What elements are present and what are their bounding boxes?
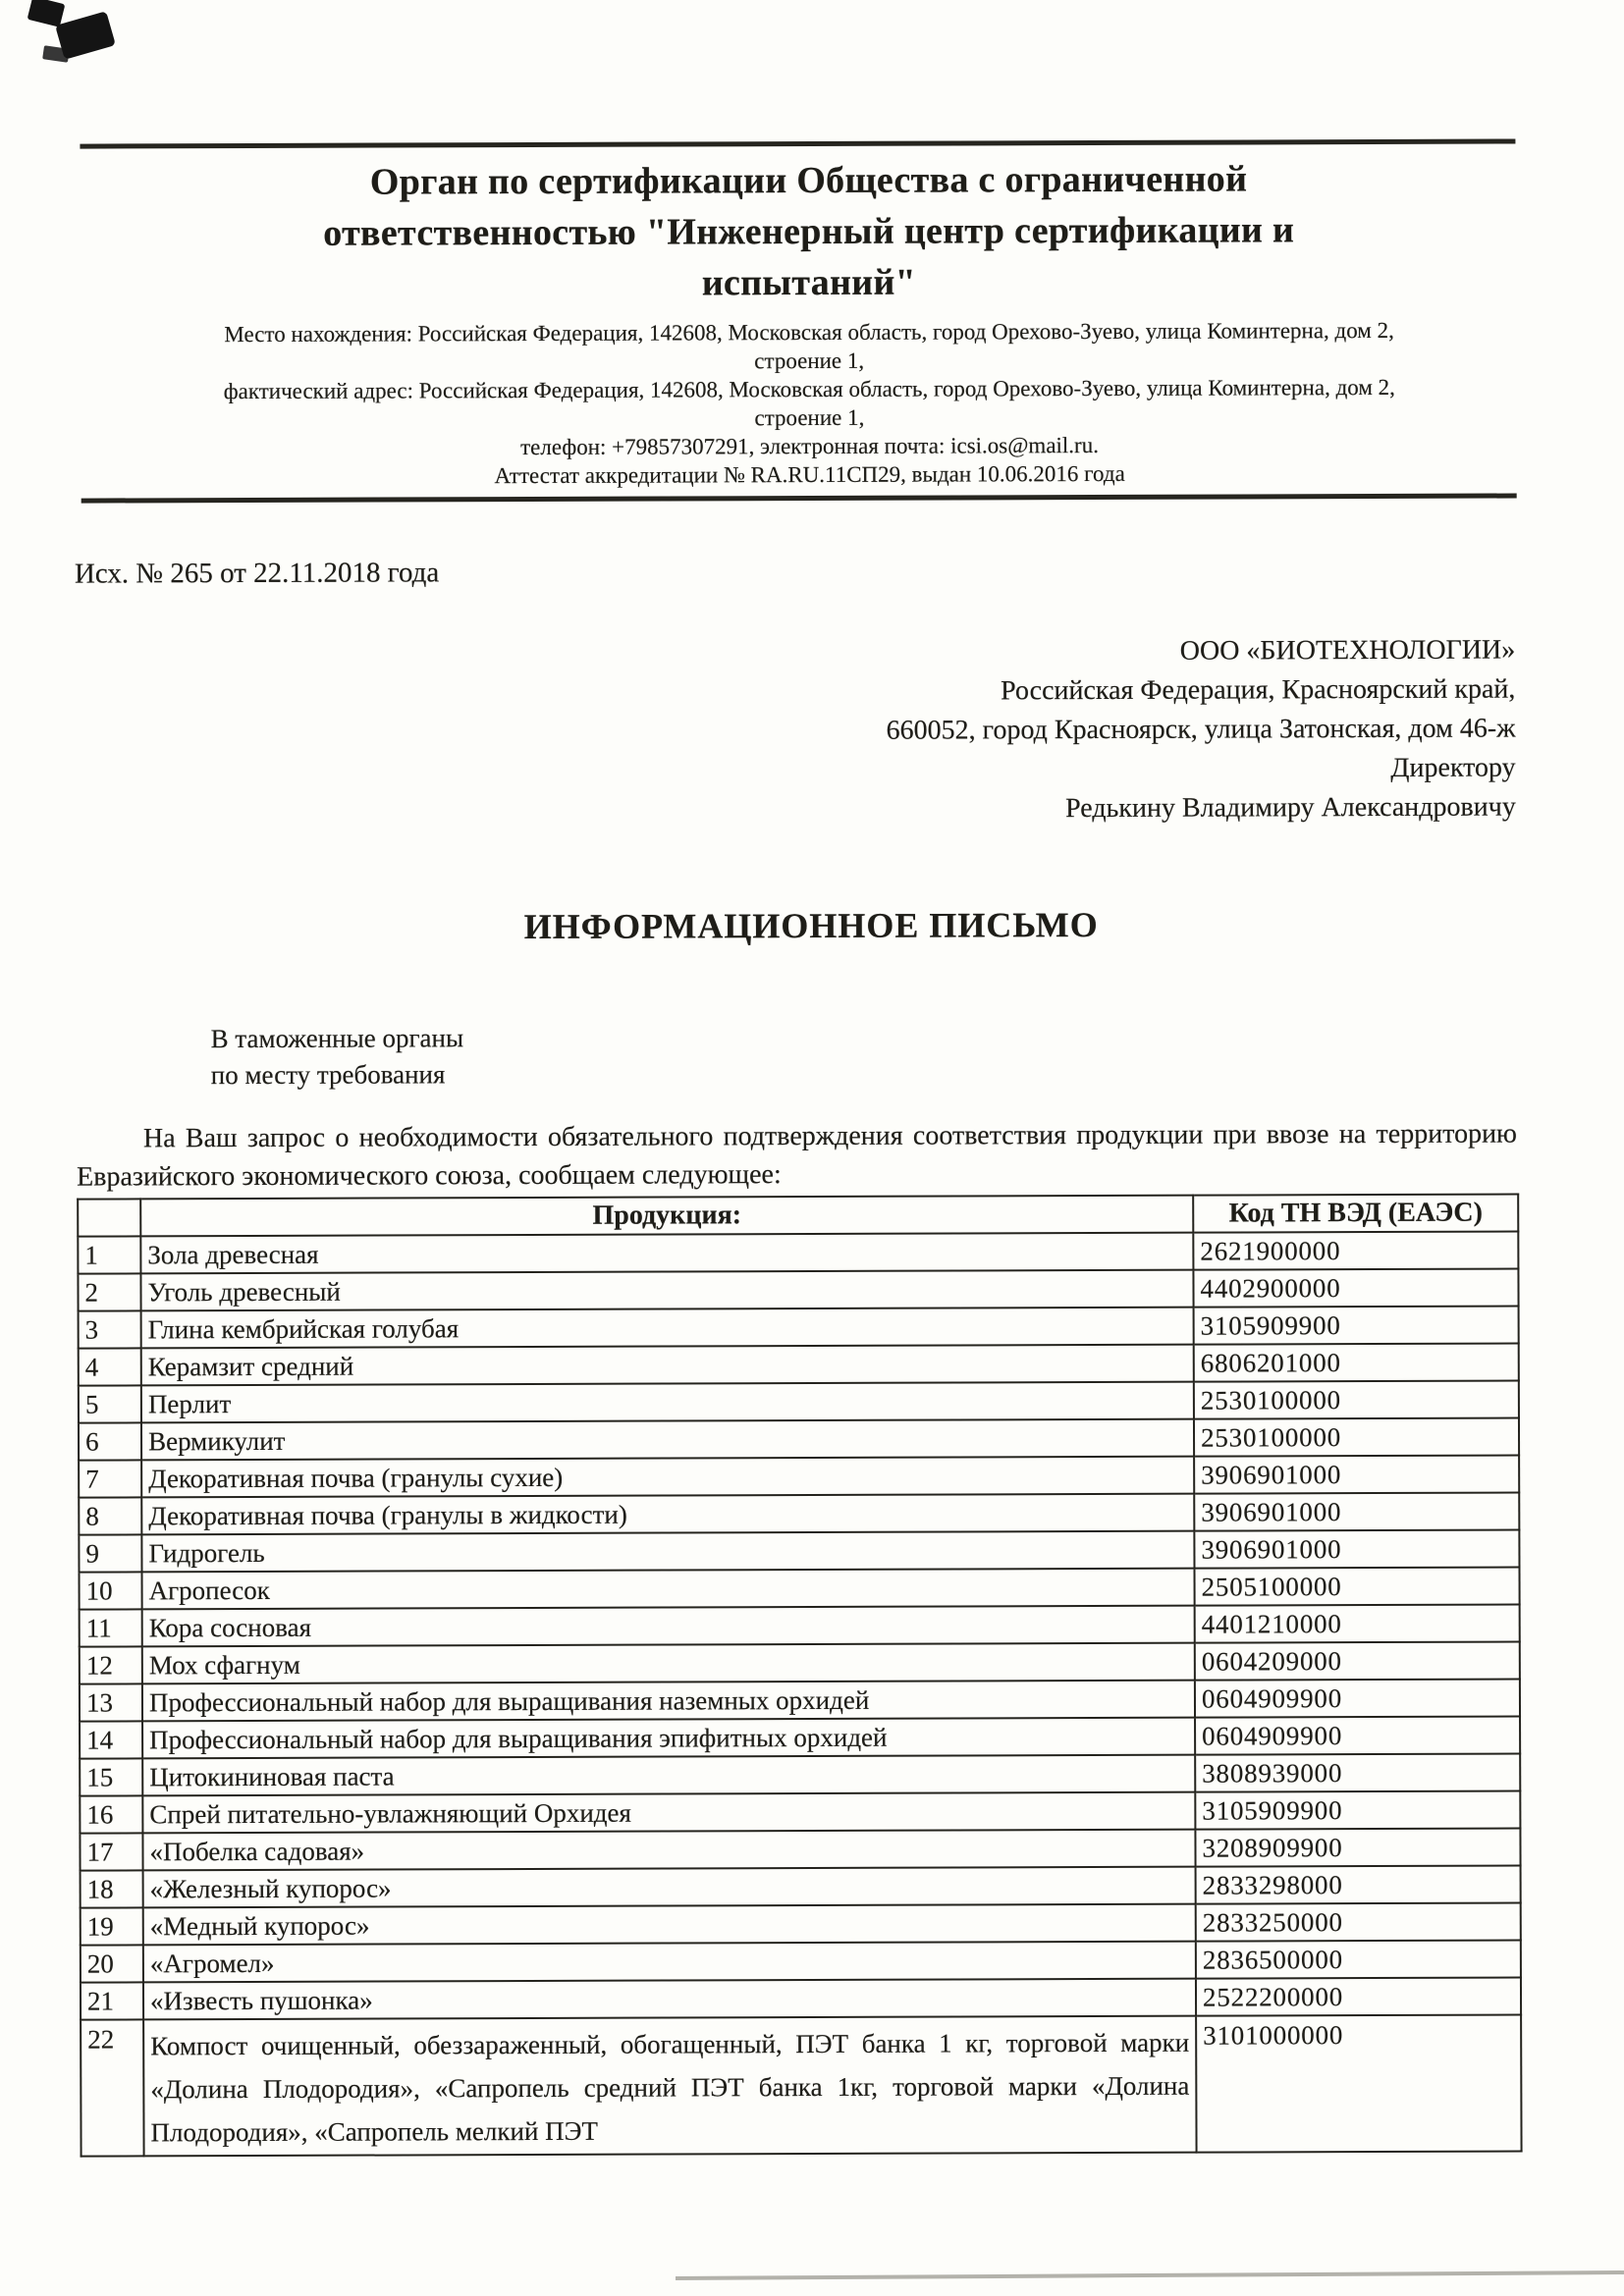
product-name-cell: Зола древесная <box>140 1233 1193 1274</box>
tnved-code-cell: 0604909900 <box>1195 1679 1520 1717</box>
tnved-code-cell: 3808939000 <box>1195 1753 1520 1791</box>
tnved-code-cell: 2833298000 <box>1196 1865 1521 1903</box>
address-line: строение 1, <box>754 347 865 374</box>
products-table <box>77 1193 1522 2157</box>
row-number-cell: 5 <box>79 1385 141 1422</box>
product-name-cell: Гидрогель <box>141 1531 1194 1573</box>
recipient-name: Редькину Владимиру Александровичу <box>1065 791 1516 825</box>
tnved-code-cell: 2833250000 <box>1196 1902 1521 1941</box>
recipient-line: Директору <box>1390 752 1516 783</box>
row-number-cell: 6 <box>79 1422 141 1460</box>
table-row <box>81 1865 1521 1907</box>
address-line: строение 1, <box>754 404 865 431</box>
tnved-code-cell: 2836500000 <box>1196 1940 1521 1978</box>
table-row <box>80 1753 1520 1795</box>
product-name-cell: Спрей питательно-увлажняющий Орхидея <box>142 1792 1195 1834</box>
tnved-code-cell: 3105909900 <box>1195 1790 1520 1829</box>
product-name-cell: Агропесок <box>142 1569 1195 1610</box>
tnved-code-cell: 3906901000 <box>1194 1455 1519 1493</box>
table-row <box>78 1231 1518 1273</box>
tnved-code-cell: 3101000000 <box>1196 2014 1521 2152</box>
product-name-cell: Глина кембрийская голубая <box>141 1308 1194 1349</box>
tnved-code-cell: 2505100000 <box>1194 1567 1519 1605</box>
product-name-cell: Вермикулит <box>141 1419 1194 1461</box>
row-number-cell: 18 <box>81 1870 143 1907</box>
tnved-code-cell: 4402900000 <box>1193 1268 1518 1307</box>
outgoing-ref-number: Исх. № 265 от 22.11.2018 года <box>74 557 440 590</box>
tnved-code-cell: 0604909900 <box>1195 1716 1520 1754</box>
product-name-cell: Перлит <box>141 1382 1194 1423</box>
row-number-cell: 19 <box>81 1907 143 1945</box>
row-number-cell: 2 <box>78 1273 140 1310</box>
row-number-cell: 21 <box>81 1982 143 2019</box>
table-row <box>79 1417 1519 1460</box>
tnved-code-cell: 3105909900 <box>1194 1306 1519 1344</box>
recipient-block <box>631 630 1516 829</box>
letterhead-title-line: Орган по сертификации Общества с ограниченной <box>369 158 1248 203</box>
tnved-code-cell: 2522200000 <box>1196 1977 1521 2015</box>
row-number-cell: 9 <box>79 1534 141 1572</box>
address-line: фактический адрес: Российская Федерация, 142608, Московская область, город Орехово-Зуево, улица Коминтерна, дом 2, <box>223 374 1395 404</box>
product-name-cell: Мох сфагнум <box>142 1643 1195 1684</box>
row-number-cell: 4 <box>79 1348 141 1385</box>
product-name-cell: Керамзит средний <box>141 1345 1194 1386</box>
row-number-cell: 16 <box>80 1795 142 1833</box>
address-line: Аттестат аккредитации № RA.RU.11СП29, выдан 10.06.2016 года <box>494 460 1125 489</box>
tnved-code-cell: 0604209000 <box>1195 1641 1520 1680</box>
row-number-cell: 13 <box>80 1683 142 1721</box>
addressee-line: В таможенные органы <box>210 1023 464 1054</box>
letterhead-title-line: испытаний" <box>701 261 917 304</box>
address-line: Место нахождения: Российская Федерация, 142608, Московская область, город Орехово-Зуево, улица Коминтерна, дом 2, <box>224 317 1394 347</box>
table-row <box>79 1492 1519 1534</box>
row-number-cell: 12 <box>80 1646 142 1683</box>
table-row <box>80 1790 1520 1833</box>
tnved-code-cell: 3906901000 <box>1194 1492 1519 1530</box>
products-table-body <box>78 1231 1521 2156</box>
product-name-cell: «Медный купорос» <box>143 1904 1196 1946</box>
row-number-cell: 8 <box>79 1497 141 1534</box>
table-row <box>78 1268 1518 1310</box>
letterhead-rule-top <box>80 138 1515 148</box>
table-row <box>80 1679 1520 1721</box>
letter-title: ИНФОРМАЦИОННОЕ ПИСЬМО <box>523 904 1099 947</box>
row-number-cell: 10 <box>80 1572 142 1609</box>
table-row <box>79 1343 1519 1385</box>
product-name-cell: «Побелка садовая» <box>142 1830 1195 1871</box>
intro-paragraph: На Ваш запрос о необходимости обязательного подтверждения соответствия продукции при ввозе на территорию Евразийского экономического союза, сообщаем следующее: <box>77 1118 1518 1193</box>
address-line: телефон: +79857307291, электронная почта: icsi.os@mail.ru. <box>520 432 1099 460</box>
table-row <box>79 1529 1519 1572</box>
table-row <box>80 1567 1520 1609</box>
tnved-code-cell: 2621900000 <box>1193 1231 1518 1269</box>
product-name-cell: Профессиональный набор для выращивания эпифитных орхидей <box>142 1718 1195 1759</box>
table-row <box>81 1977 1521 2019</box>
row-number-cell: 1 <box>78 1236 140 1273</box>
letterhead-address <box>56 315 1563 491</box>
table-row <box>81 1902 1521 1945</box>
product-name-cell: Профессиональный набор для выращивания наземных орхидей <box>142 1681 1195 1722</box>
row-number-cell: 22 <box>81 2019 143 2156</box>
table-row <box>80 1604 1520 1646</box>
product-name-cell: Кора сосновая <box>142 1606 1195 1647</box>
addressee-block <box>211 1020 464 1094</box>
tnved-code-cell: 2530100000 <box>1194 1380 1519 1418</box>
product-name-cell: «Известь пушонка» <box>143 1979 1196 2020</box>
row-number-cell: 11 <box>80 1609 142 1646</box>
product-name-cell: Декоративная почва (гранулы сухие) <box>141 1457 1194 1498</box>
tnved-code-cell: 2530100000 <box>1194 1417 1519 1456</box>
letterhead-title-line: ответственностью "Инженерный центр сертификации и <box>323 209 1295 254</box>
letterhead-rule-bottom <box>81 493 1517 503</box>
row-number-cell: 17 <box>80 1833 142 1870</box>
table-row <box>80 1641 1520 1683</box>
product-name-cell: Декоративная почва (гранулы в жидкости) <box>141 1494 1194 1535</box>
recipient-line: 660052, город Красноярск, улица Затонская, дом 46-ж <box>886 713 1516 746</box>
letterhead-title <box>55 152 1562 310</box>
product-name-cell: Цитокининовая паста <box>142 1755 1195 1796</box>
table-row <box>81 2014 1521 2156</box>
table-row <box>80 1828 1520 1870</box>
product-name-cell: Уголь древесный <box>140 1270 1193 1311</box>
table-row <box>79 1380 1519 1422</box>
recipient-line: Российская Федерация, Красноярский край, <box>1000 673 1516 707</box>
row-number-cell: 14 <box>80 1721 142 1758</box>
table-row <box>80 1716 1520 1758</box>
row-number-cell: 20 <box>81 1945 143 1982</box>
product-name-cell: «Агромел» <box>143 1942 1196 1983</box>
row-number-cell: 15 <box>80 1758 142 1795</box>
product-column-header: Продукция: <box>140 1196 1193 1237</box>
product-name-cell: Компост очищенный, обеззараженный, обогащенный, ПЭТ банка 1 кг, торговой марки «Долина Плодородия», «Сапропель средний ПЭТ банка 1кг, торговой марки «Долина Плодородия», «Сапропель мелкий ПЭТ <box>143 2016 1196 2157</box>
tnved-code-cell: 3906901000 <box>1194 1529 1519 1568</box>
row-number-cell: 3 <box>79 1310 141 1348</box>
tnved-code-cell: 6806201000 <box>1194 1343 1519 1381</box>
tnved-code-cell: 4401210000 <box>1195 1604 1520 1642</box>
number-column-header <box>78 1199 140 1236</box>
addressee-line: по месту требования <box>210 1059 446 1091</box>
row-number-cell: 7 <box>79 1460 141 1497</box>
table-row <box>79 1455 1519 1497</box>
table-header-row <box>78 1194 1518 1236</box>
tnved-code-cell: 3208909900 <box>1195 1828 1520 1866</box>
recipient-company: ООО «БИОТЕХНОЛОГИИ» <box>1179 634 1516 667</box>
table-row <box>79 1306 1519 1348</box>
product-name-cell: «Железный купорос» <box>143 1867 1196 1908</box>
table-row <box>81 1940 1521 1982</box>
code-column-header: Код ТН ВЭД (ЕАЭС) <box>1193 1194 1518 1232</box>
